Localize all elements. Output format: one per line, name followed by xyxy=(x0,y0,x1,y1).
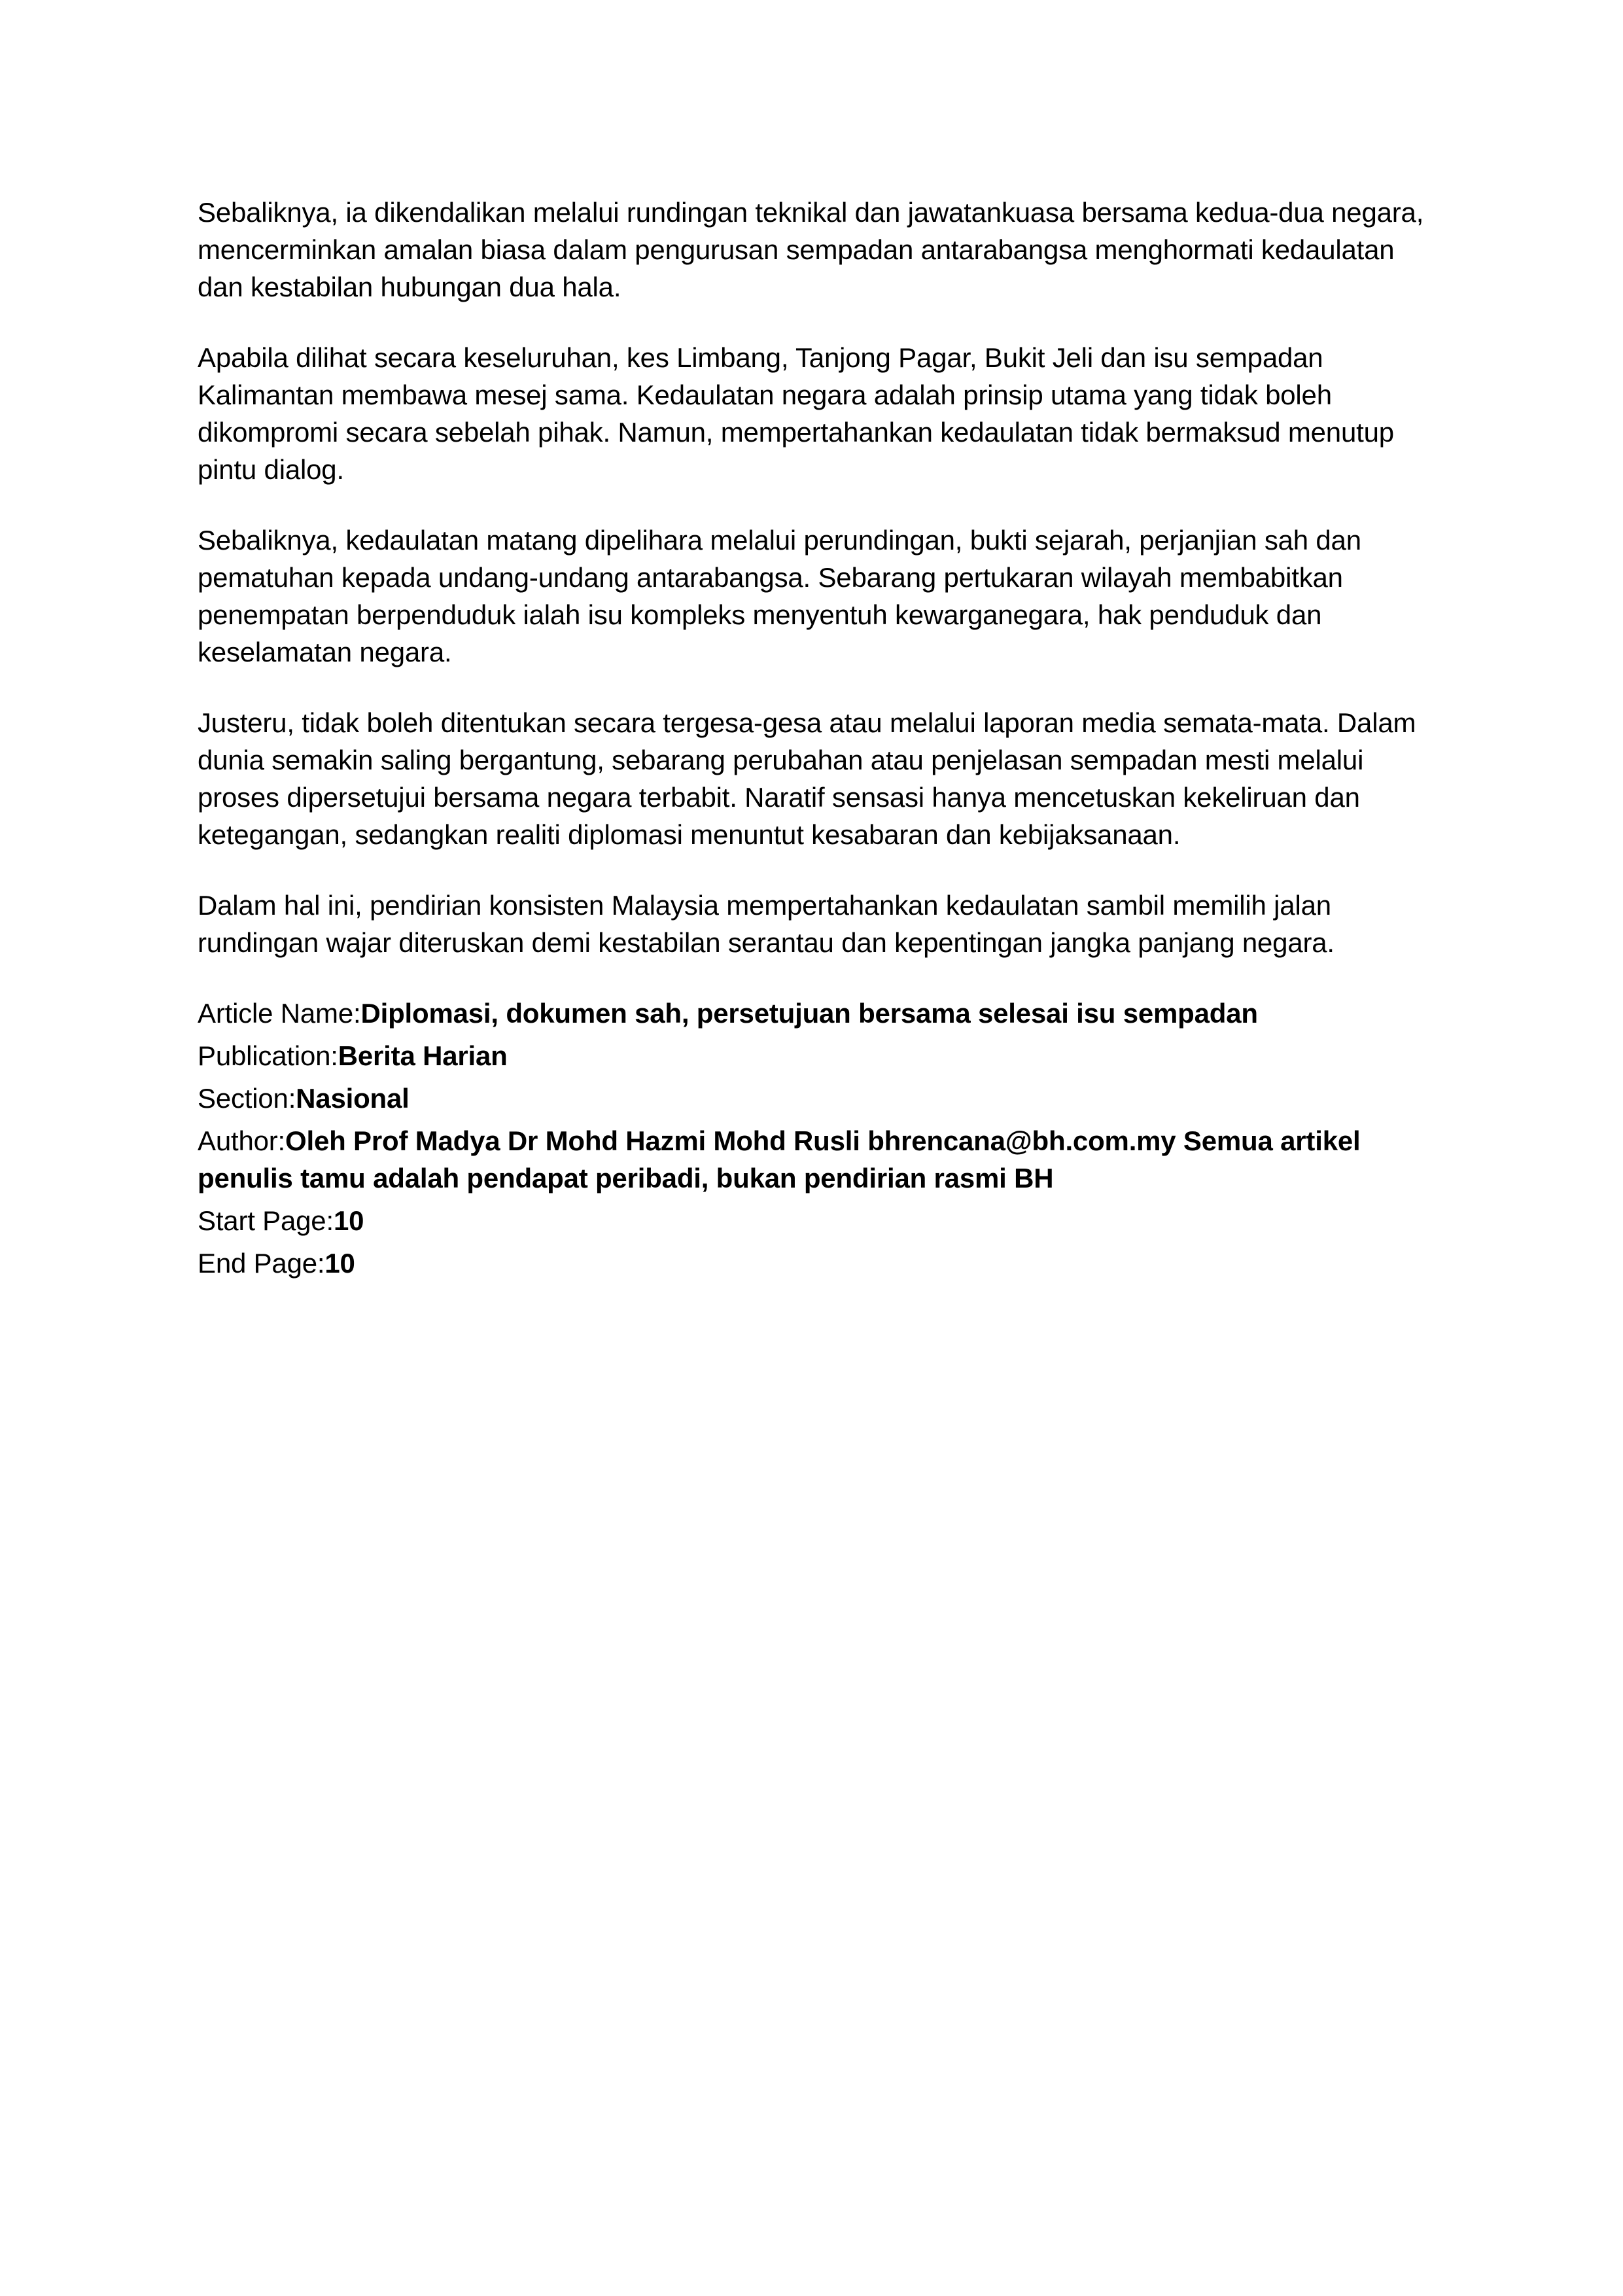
body-paragraph: Dalam hal ini, pendirian konsisten Malaysia mempertahankan kedaulatan sambil memilih jalan rundingan wajar diteruskan demi kestabilan serantau dan kepentingan jangka panjang negara. xyxy=(198,890,1335,958)
body-paragraph: Justeru, tidak boleh ditentukan secara tergesa-gesa atau melalui laporan media semata-mata. Dalam dunia semakin saling bergantung, sebarang perubahan atau penjelasan sempadan mesti melalui proses dipersetujui bersama negara terbabit. Naratif sensasi hanya mencetuskan kekeliruan dan ketegangan, sedangkan realiti diplomasi menuntut kesabaran dan kebijaksanaan. xyxy=(198,707,1416,850)
metadata-line xyxy=(198,1037,1433,1074)
metadata-line xyxy=(198,1080,1433,1117)
metadata-line xyxy=(198,1245,1433,1282)
metadata-value: Nasional xyxy=(296,1083,410,1114)
metadata-line xyxy=(198,995,1433,1032)
body-paragraph: Apabila dilihat secara keseluruhan, kes Limbang, Tanjong Pagar, Bukit Jeli dan isu sempadan Kalimantan membawa mesej sama. Kedaulatan negara adalah prinsip utama yang tidak boleh dikompromi secara sebelah pihak. Namun, mempertahankan kedaulatan tidak bermaksud menutup pintu dialog. xyxy=(198,342,1394,485)
metadata-line xyxy=(198,1122,1433,1197)
metadata-value: Berita Harian xyxy=(338,1040,508,1071)
metadata-value: Oleh Prof Madya Dr Mohd Hazmi Mohd Rusli bhrencana@bh.com.my Semua artikel penulis tamu adalah pendapat peribadi, bukan pendirian rasmi BH xyxy=(198,1125,1361,1193)
metadata-label: Publication: xyxy=(198,1040,338,1071)
metadata-label: Start Page: xyxy=(198,1205,334,1236)
body-paragraph: Sebaliknya, kedaulatan matang dipelihara melalui perundingan, bukti sejarah, perjanjian sah dan pematuhan kepada undang-undang antarabangsa. Sebarang pertukaran wilayah membabitkan penempatan berpenduduk ialah isu kompleks menyentuh kewarganegara, hak penduduk dan keselamatan negara. xyxy=(198,525,1361,667)
metadata-label: End Page: xyxy=(198,1248,325,1279)
article-body xyxy=(198,194,1433,961)
metadata-label: Article Name: xyxy=(198,998,361,1029)
metadata-value: 10 xyxy=(324,1248,355,1279)
article-metadata xyxy=(198,995,1433,1282)
metadata-value: Diplomasi, dokumen sah, persetujuan bersama selesai isu sempadan xyxy=(360,998,1258,1029)
body-paragraph: Sebaliknya, ia dikendalikan melalui rundingan teknikal dan jawatankuasa bersama kedua-dua negara, mencerminkan amalan biasa dalam pengurusan sempadan antarabangsa menghormati kedaulatan dan kestabilan hubungan dua hala. xyxy=(198,197,1424,302)
metadata-label: Author: xyxy=(198,1125,286,1156)
metadata-value: 10 xyxy=(333,1205,364,1236)
metadata-line xyxy=(198,1202,1433,1239)
metadata-label: Section: xyxy=(198,1083,296,1114)
